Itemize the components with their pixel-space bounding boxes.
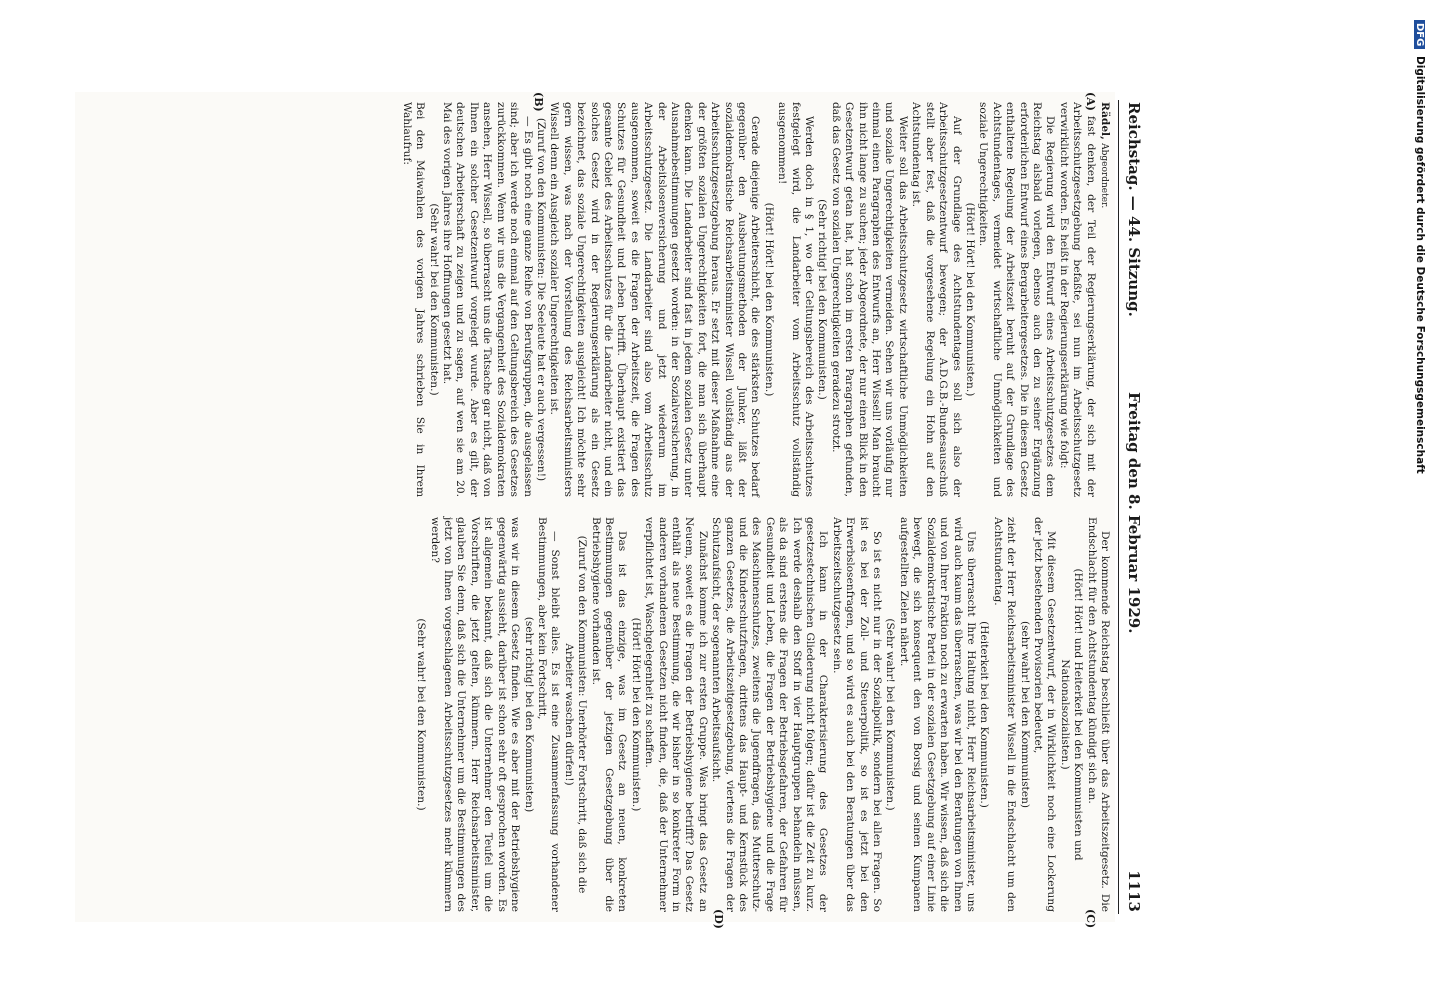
rotated-page-content <box>75 92 1145 929</box>
paragraph: Bei den Maiwahlen des vorigen Jahres schrieben Sie in Ihrem Wahlaufruf: <box>400 102 427 497</box>
margin-mark-d: (D) <box>712 909 725 929</box>
speaker-name: Rädel, <box>1099 102 1111 140</box>
interjection: (Hört! Hört! bei den Kommunisten.) <box>963 202 976 397</box>
digitization-sidebar <box>1412 10 1430 990</box>
interjection: (Zuruf von den Kommunisten: Die Seeleute hat er auch vergessen!) <box>534 117 547 482</box>
paragraph: was wir in diesem Gesetz finden. Wie es aber mit der Betriebshygiene gegenwärtig aussieht, darüber ist schon sehr oft gesprochen worden. Es ist allgemein bekannt, daß sich die Unternehmer den Teufel um die Vorschriften, die jetzt gelten, kümmern. Herr Reichsarbeitsminister, glauben Sie denn, daß sich die Unternehmer um die Bestimmungen des jetzt von Ihnen vorgeschlagenen Arbeitsschutzgesetzes mehr kümmern werden? <box>428 517 522 912</box>
paragraph: Gerade diejenige Arbeiterschicht, die des stärksten Schutzes bedarf gegenüber den Ausbeutungsmethoden der Junker, läßt der sozialdemokratische Reichsarbeitsminister Wissell vollständig aus der Arbeitsschutzgesetzgebung heraus. Er setzt mit dieser Maßnahme eine der größten sozialen Ungerechtigkeiten fort, die man sich überhaupt denken kann. Die Landarbeiter sind fast in jedem sozialen Gesetz unter Ausnahmebestimmungen gesetzt worden: in der Sozialversicherung, in der Arbeitslosenversicherung und jetzt wiederum im Arbeitsschutzgesetz. Die Landarbeiter sind also vom Arbeitsschutz ausgenommen, soweit es die Fragen der Arbeitszeit, die Fragen des Schutzes für Gesundheit und Leben betrifft. Überhaupt existiert das gesamte Gebiet des Arbeitsschutzes für die Landarbeiter nicht, und ein solches Gesetz wird in der Regierungserklärung als ein Gesetz bezeichnet, das soziale Ungerechtigkeiten ausgleicht! Ich möchte sehr gern wissen, was nach der Vorstellung des Reichsarbeitsministers Wissell denn ein Ausgleich sozialer Ungerechtigkeiten ist. <box>548 102 762 497</box>
left-column <box>399 102 1111 497</box>
paragraph: Uns überrascht Ihre Haltung nicht, Herr Reichsarbeitsminister, uns wird auch kaum das überraschen, was wir bei den Beratungen von Ihnen und von Ihrer Fraktion noch zu erwarten haben. Wir wissen, daß sich die Sozialdemokratische Partei in der sozialen Gesetzgebung auf einer Linie bewegt, die sich konsequent den von Borsig und seinen Kumpanen aufgestellten Zielen nähert. <box>897 517 977 912</box>
interjection: (Hört! Hört! und Heiterkeit bei den Kommunisten und Nationalsozialisten.) <box>1058 568 1085 861</box>
interjection: (Heiterkeit bei den Kommunisten.) <box>978 621 991 808</box>
paragraph: So ist es nicht nur in der Sozialpolitik, sondern bei allen Fragen. So ist es bei der Zoll- und Steuerpolitik, so ist es jetzt bei den Erwerbslosenfragen, und so wird es auch bei den Beratungen über das Arbeitszeitschutzgesetz sein. <box>830 517 884 912</box>
header-date: Freitag den 8. Februar 1929. <box>1125 392 1143 634</box>
paragraph: Der kommende Reichstag beschließt über das Arbeitszeitgesetz. Die Endschlacht für den Achtstundentag kündigt sich an. <box>1085 517 1111 912</box>
paragraph: zieht der Herr Reichsarbeitsminister Wissell in die Endschlacht um den Achtstundentag. <box>991 517 1018 912</box>
interjection: (Hört! Hört! bei den Kommunisten.) <box>629 617 642 812</box>
paragraph: Auf der Grundlage des Achtstundentages soll sich also der Arbeitsschutzgesetzentwurf bewegen; der A.D.G.B.-Bundesausschuß stellt aber fest, daß die vorgesehene Regelung ein Hohn auf den Achtstundentag ist. <box>910 102 963 497</box>
funding-text: Digitalisierung gefördert durch die Deutsche Forschungsgemeinschaft <box>1414 56 1426 474</box>
margin-mark-c: (C) <box>1084 909 1097 929</box>
paragraph: — Sonst bleibt alles. Es ist eine Zusammenfassung vorhandener Bestimmungen, aber kein Fortschritt, <box>535 517 562 912</box>
right-column <box>414 517 1111 912</box>
interjection: (Zuruf von den Kommunisten: Unerhörter Fortschritt, daß sich die Arbeiter waschen dürfen!) <box>562 535 589 894</box>
paragraph: Ich kann in der Charakterisierung des Gesetzes der gesetzestechnischen Gliederung nicht folgen; dafür ist die Zeit zu kurz. Ich werde deshalb den Stoff in vier Hauptgruppen behandeln müssen, als da sind erstens die Fragen der Betriebsgefahren, der Gefahren für Gesundheit und Leben, die Fragen der Betriebshygiene und die Frage des Maschinenschutzes, zweitens die Jugendfragen, das Mutterschutz- und die Kinderschutzfragen, drittens das Haupt- und Kernstück des ganzen Gesetzes, die Arbeitszeitgesetzgebung, viertens die Fragen der Schutzaufsicht, der sogenannten Arbeitsaufsicht. <box>710 517 830 912</box>
page-number: 1113 <box>1125 870 1143 912</box>
page-header <box>1115 92 1145 922</box>
interjection: (Sehr wahr! bei den Kommunisten.) <box>427 203 440 396</box>
paragraph: Zunächst komme ich zur ersten Gruppe. Was bringt das Gesetz an Neuem, soweit es die Fragen der Betriebshygiene betrifft? Das Gesetz enthält als neue Bestimmung, die wir bisher in so konkreter Form in anderen vorhandenen Gesetzen nicht finden, die, daß der Unternehmer verpflichtet ist, Waschgelegenheit zu schaffen. <box>643 517 709 912</box>
header-session: Reichstag. — 44. Sitzung. <box>1125 102 1143 317</box>
paragraph: Die Regierung wird den Entwurf eines Arbeitsschutzgesetzes dem Reichstag alsbald vorlegen, ebenso auch den zu seiner Ergänzung erforderlichen Entwurf eines Bergarbeitergesetzes. Die in diesem Gesetz enthaltene Regelung der Arbeitszeit beruht auf der Grundlage des Achtstundentages, vermeidet wirtschaftliche Unmöglichkeiten und soziale Ungerechtigkeiten. <box>977 102 1057 497</box>
margin-mark-b: (B) <box>532 92 545 112</box>
paragraph: — Es gibt noch eine ganze Reihe von Berufsgruppen, die ausgelassen sind; aber ich werde noch einmal auf den Geltungsbereich des Gesetzes zurückkommen. Wenn wir uns die Vergangenheit des Sozialdemokraten ansehen, Herr Wissell, so überrascht uns die Tatsache gar nicht, daß von Ihnen ein solcher Gesetzentwurf vorgelegt wurde. Aber es gilt, der deutschen Arbeiterschaft zu zeigen und zu sagen, auf wen sie am 20. Mai des vorigen Jahres ihre Hoffnungen gesetzt hat. <box>441 102 534 497</box>
speaker-line <box>1097 102 1111 497</box>
interjection: (sehr wahr! bei den Kommunisten) <box>1018 620 1031 809</box>
paragraph: fast denken, der Teil der Regierungserklärung, der sich mit der Arbeitsschutzgesetzgebung befaßte, sei nun im Arbeitsschutzgesetz verwirklicht worden. Es heißt in der Regierungserklärung wie folgt: <box>1057 102 1097 497</box>
interjection: (Sehr wahr! bei den Kommunisten.) <box>415 618 428 811</box>
dfg-logo: DFG <box>1414 20 1425 49</box>
margin-mark-a: (A) <box>1084 92 1097 111</box>
interjection: (sehr richtig! bei den Kommunisten) <box>522 616 535 813</box>
speaker-role: Abgeordneter. <box>1099 143 1109 209</box>
paragraph: Werden doch in § 1, wo der Geltungsbereich des Arbeitsschutzes festgelegt wird, die Landarbeiter vom Arbeitsschutz vollständig ausgenommen! <box>776 102 816 497</box>
interjection: (Sehr wahr! bei den Kommunisten.) <box>884 618 897 811</box>
header-rule <box>1118 100 1119 914</box>
interjection: (Hört! Hört! bei den Kommunisten.) <box>762 202 775 397</box>
paragraph: Weiter soll das Arbeitsschutzgesetz wirtschaftliche Unmöglichkeiten und soziale Ungerechtigkeiten vermeiden. Sehen wir uns vorläufig nur einmal einen Paragraphen des Entwurfs an, Herr Wissell! Man braucht ihn nicht lange zu suchen; jeder Abgeordnete, der nur einen Blick in den Gesetzentwurf getan hat, hat schon im ersten Paragraphen gefunden, daß das Gesetz von sozialen Ungerechtigkeiten geradezu strotzt. <box>829 102 909 497</box>
paragraph: Das ist das einzige, was im Gesetz an neuen, konkreten Bestimmungen gegenüber der jetzigen Gesetzgebung über die Betriebshygiene vorhanden ist. <box>589 517 629 912</box>
paragraph: Mit diesem Gesetzentwurf, der in Wirklichkeit noch eine Lockerung der jetzt bestehenden Provisorien bedeutet, <box>1031 517 1058 912</box>
funding-note <box>1414 20 1426 474</box>
interjection: (Sehr richtig! bei den Kommunisten.) <box>816 199 829 400</box>
